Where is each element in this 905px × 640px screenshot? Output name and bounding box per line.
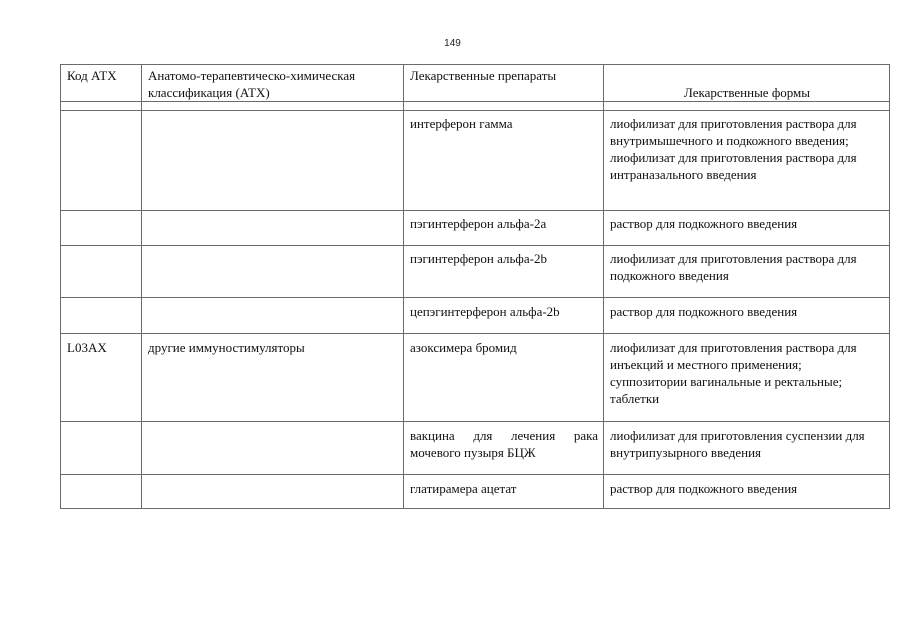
header-drugs: Лекарственные препараты [404, 65, 604, 102]
table-row [61, 211, 890, 246]
form-line: таблетки [610, 391, 660, 406]
cell-forms [604, 422, 890, 475]
table-header-row [61, 65, 890, 102]
cell-drug: пэгинтерферон альфа-2а [404, 211, 604, 246]
spacer-cell [142, 102, 404, 111]
form-line: лиофилизат для приготовления раствора для интраназального введения [610, 150, 857, 182]
cell-forms [604, 211, 890, 246]
cell-classification [142, 111, 404, 211]
cell-code [61, 475, 142, 509]
cell-classification [142, 422, 404, 475]
cell-classification: другие иммуностимуляторы [142, 334, 404, 422]
cell-drug: интерферон гамма [404, 111, 604, 211]
table-row [61, 475, 890, 509]
cell-classification [142, 475, 404, 509]
form-line: лиофилизат для приготовления раствора для инъекций и местного применения; [610, 340, 857, 372]
cell-drug: азоксимера бромид [404, 334, 604, 422]
page-number: 149 [444, 38, 461, 49]
cell-classification [142, 211, 404, 246]
form-line: лиофилизат для приготовления раствора для подкожного введения [610, 251, 857, 283]
table-row [61, 334, 890, 422]
table-row [61, 246, 890, 298]
cell-classification [142, 246, 404, 298]
cell-forms [604, 111, 890, 211]
spacer-cell [604, 102, 890, 111]
cell-code [61, 422, 142, 475]
cell-forms [604, 298, 890, 334]
form-line: лиофилизат для приготовления суспензии для внутрипузырного введения [610, 428, 865, 460]
header-forms: Лекарственные формы [604, 65, 890, 102]
form-line: суппозитории вагинальные и ректальные; [610, 374, 843, 389]
form-line: раствор для подкожного введения [610, 216, 798, 231]
cell-code [61, 211, 142, 246]
table-row [61, 111, 890, 211]
cell-drug: глатирамера ацетат [404, 475, 604, 509]
form-line: раствор для подкожного введения [610, 304, 798, 319]
cell-drug: пэгинтерферон альфа-2b [404, 246, 604, 298]
cell-drug: цепэгинтерферон альфа-2b [404, 298, 604, 334]
cell-code: L03AX [61, 334, 142, 422]
header-classification: Анатомо-терапевтическо-химическая классификация (АТХ) [142, 65, 404, 102]
spacer-cell [61, 102, 142, 111]
cell-code [61, 298, 142, 334]
table-row [61, 298, 890, 334]
form-line: лиофилизат для приготовления раствора для внутримышечного и подкожного введения; [610, 116, 857, 148]
spacer-cell [404, 102, 604, 111]
header-code: Код АТХ [61, 65, 142, 102]
cell-forms [604, 334, 890, 422]
header-spacer-row [61, 102, 890, 111]
cell-drug: вакцина для лечения рака мочевого пузыря БЦЖ [404, 422, 604, 475]
cell-forms [604, 246, 890, 298]
cell-classification [142, 298, 404, 334]
atx-drug-table [60, 64, 890, 509]
table-row [61, 422, 890, 475]
cell-code [61, 246, 142, 298]
form-line: раствор для подкожного введения [610, 481, 798, 496]
cell-forms [604, 475, 890, 509]
cell-code [61, 111, 142, 211]
